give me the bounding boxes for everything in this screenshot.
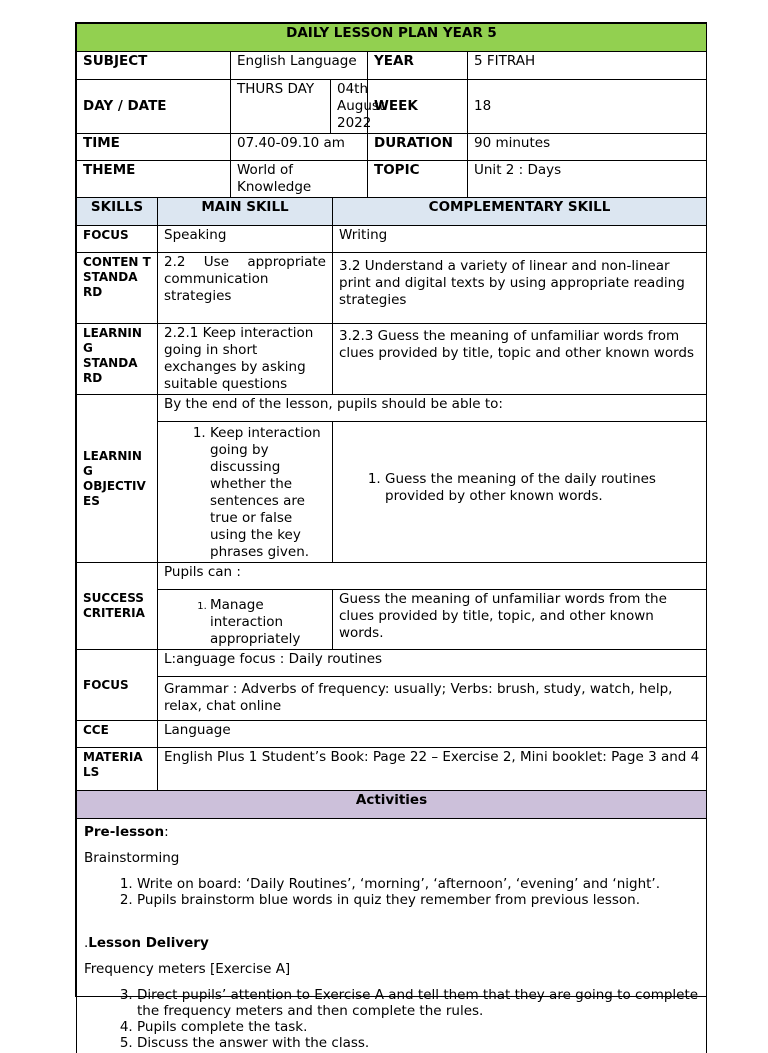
- language-focus: L:anguage focus : Daily routines: [158, 650, 707, 677]
- learning-standard-main: 2.2.1 Keep interaction going in short exchanges by asking suitable questions: [158, 324, 333, 395]
- focus-complementary: Writing: [333, 226, 707, 253]
- duration-label: DURATION: [368, 134, 468, 161]
- pre-lesson-colon: :: [164, 824, 169, 840]
- focus-label: FOCUS: [77, 226, 158, 253]
- week-value: 18: [468, 80, 707, 134]
- objectives-main: [158, 422, 333, 563]
- time-label: TIME: [77, 134, 231, 161]
- topic-value: Unit 2 : Days: [468, 161, 707, 198]
- success-complementary: Guess the meaning of unfamiliar words from the clues provided by title, topic, and other known words.: [333, 590, 707, 650]
- language-focus-label: FOCUS: [77, 650, 158, 721]
- activities-body: [77, 819, 707, 1053]
- lesson-plan-page: [75, 22, 707, 997]
- content-standard-main-text: 2.2 Use appropriate communication strategies: [164, 254, 326, 305]
- objectives-label: LEARNIN G OBJECTIV ES: [77, 395, 158, 563]
- success-main-item: 1. Manage interaction appropriately: [210, 597, 326, 648]
- focus-main: Speaking: [158, 226, 333, 253]
- lesson-plan-table: [76, 23, 707, 1053]
- theme-label: THEME: [77, 161, 231, 198]
- skills-header: SKILLS: [77, 198, 158, 226]
- objective-main-item: 1. Keep interaction going by discussing whether the sentences are true or false using the key phrases given.: [210, 425, 326, 561]
- pre-lesson-item: 1. Write on board: ‘Daily Routines’, ‘morning’, ‘afternoon’, ‘evening’ and ‘night’.: [137, 876, 699, 892]
- pre-lesson-heading: Pre-lesson: [84, 824, 164, 840]
- cce-label: CCE: [77, 721, 158, 748]
- delivery-item: 4. Pupils complete the task.: [137, 1019, 699, 1035]
- frequency-meters-label: Frequency meters [Exercise A]: [84, 961, 699, 977]
- topic-label: TOPIC: [368, 161, 468, 198]
- activities-header: Activities: [77, 791, 707, 819]
- delivery-item: 5. Discuss the answer with the class.: [137, 1035, 699, 1051]
- grammar-focus: Grammar : Adverbs of frequency: usually; Verbs: brush, study, watch, help, relax, chat online: [158, 677, 707, 721]
- pre-lesson-list: [84, 876, 699, 908]
- main-skill-header: MAIN SKILL: [158, 198, 333, 226]
- time-value: 07.40-09.10 am: [231, 134, 368, 161]
- complementary-skill-header: COMPLEMENTARY SKILL: [333, 198, 707, 226]
- success-intro: Pupils can :: [158, 563, 707, 590]
- delivery-dot: .: [84, 935, 88, 951]
- materials-label: MATERIA LS: [77, 748, 158, 791]
- success-main: [158, 590, 333, 650]
- delivery-item: 3. Direct pupils’ attention to Exercise A and tell them that they are going to complete the frequency meters and then complete the rules.: [137, 987, 699, 1019]
- materials-value: English Plus 1 Student’s Book: Page 22 – Exercise 2, Mini booklet: Page 3 and 4: [158, 748, 707, 791]
- day-date-label: DAY / DATE: [77, 80, 231, 134]
- date-value: 04th August 2022: [331, 80, 368, 134]
- day-value: THURS DAY: [231, 80, 331, 134]
- delivery-list: [84, 987, 699, 1051]
- duration-value: 90 minutes: [468, 134, 707, 161]
- year-value: 5 FITRAH: [468, 52, 707, 80]
- objectives-intro: By the end of the lesson, pupils should be able to:: [158, 395, 707, 422]
- page-title: DAILY LESSON PLAN YEAR 5: [77, 24, 707, 52]
- theme-value: World of Knowledge: [231, 161, 368, 198]
- pre-lesson-item: 2. Pupils brainstorm blue words in quiz they remember from previous lesson.: [137, 892, 699, 908]
- success-criteria-label: SUCCESS CRITERIA: [77, 563, 158, 650]
- content-standard-complementary: 3.2 Understand a variety of linear and non-linear print and digital texts by using appropriate reading strategies: [333, 253, 707, 324]
- cce-value: Language: [158, 721, 707, 748]
- objective-complementary-item: 1. Guess the meaning of the daily routines provided by other known words.: [385, 471, 700, 505]
- brainstorm-label: Brainstorming: [84, 850, 699, 866]
- content-standard-label: CONTEN T STANDA RD: [77, 253, 158, 324]
- year-label: YEAR: [368, 52, 468, 80]
- week-label: WEEK: [368, 80, 468, 134]
- content-standard-main: [158, 253, 333, 324]
- learning-standard-complementary: 3.2.3 Guess the meaning of unfamiliar words from clues provided by title, topic and other known words: [333, 324, 707, 395]
- subject-value: English Language: [231, 52, 368, 80]
- subject-label: SUBJECT: [77, 52, 231, 80]
- lesson-delivery-heading: Lesson Delivery: [88, 935, 208, 951]
- objectives-complementary: [333, 422, 707, 563]
- learning-standard-label: LEARNIN G STANDA RD: [77, 324, 158, 395]
